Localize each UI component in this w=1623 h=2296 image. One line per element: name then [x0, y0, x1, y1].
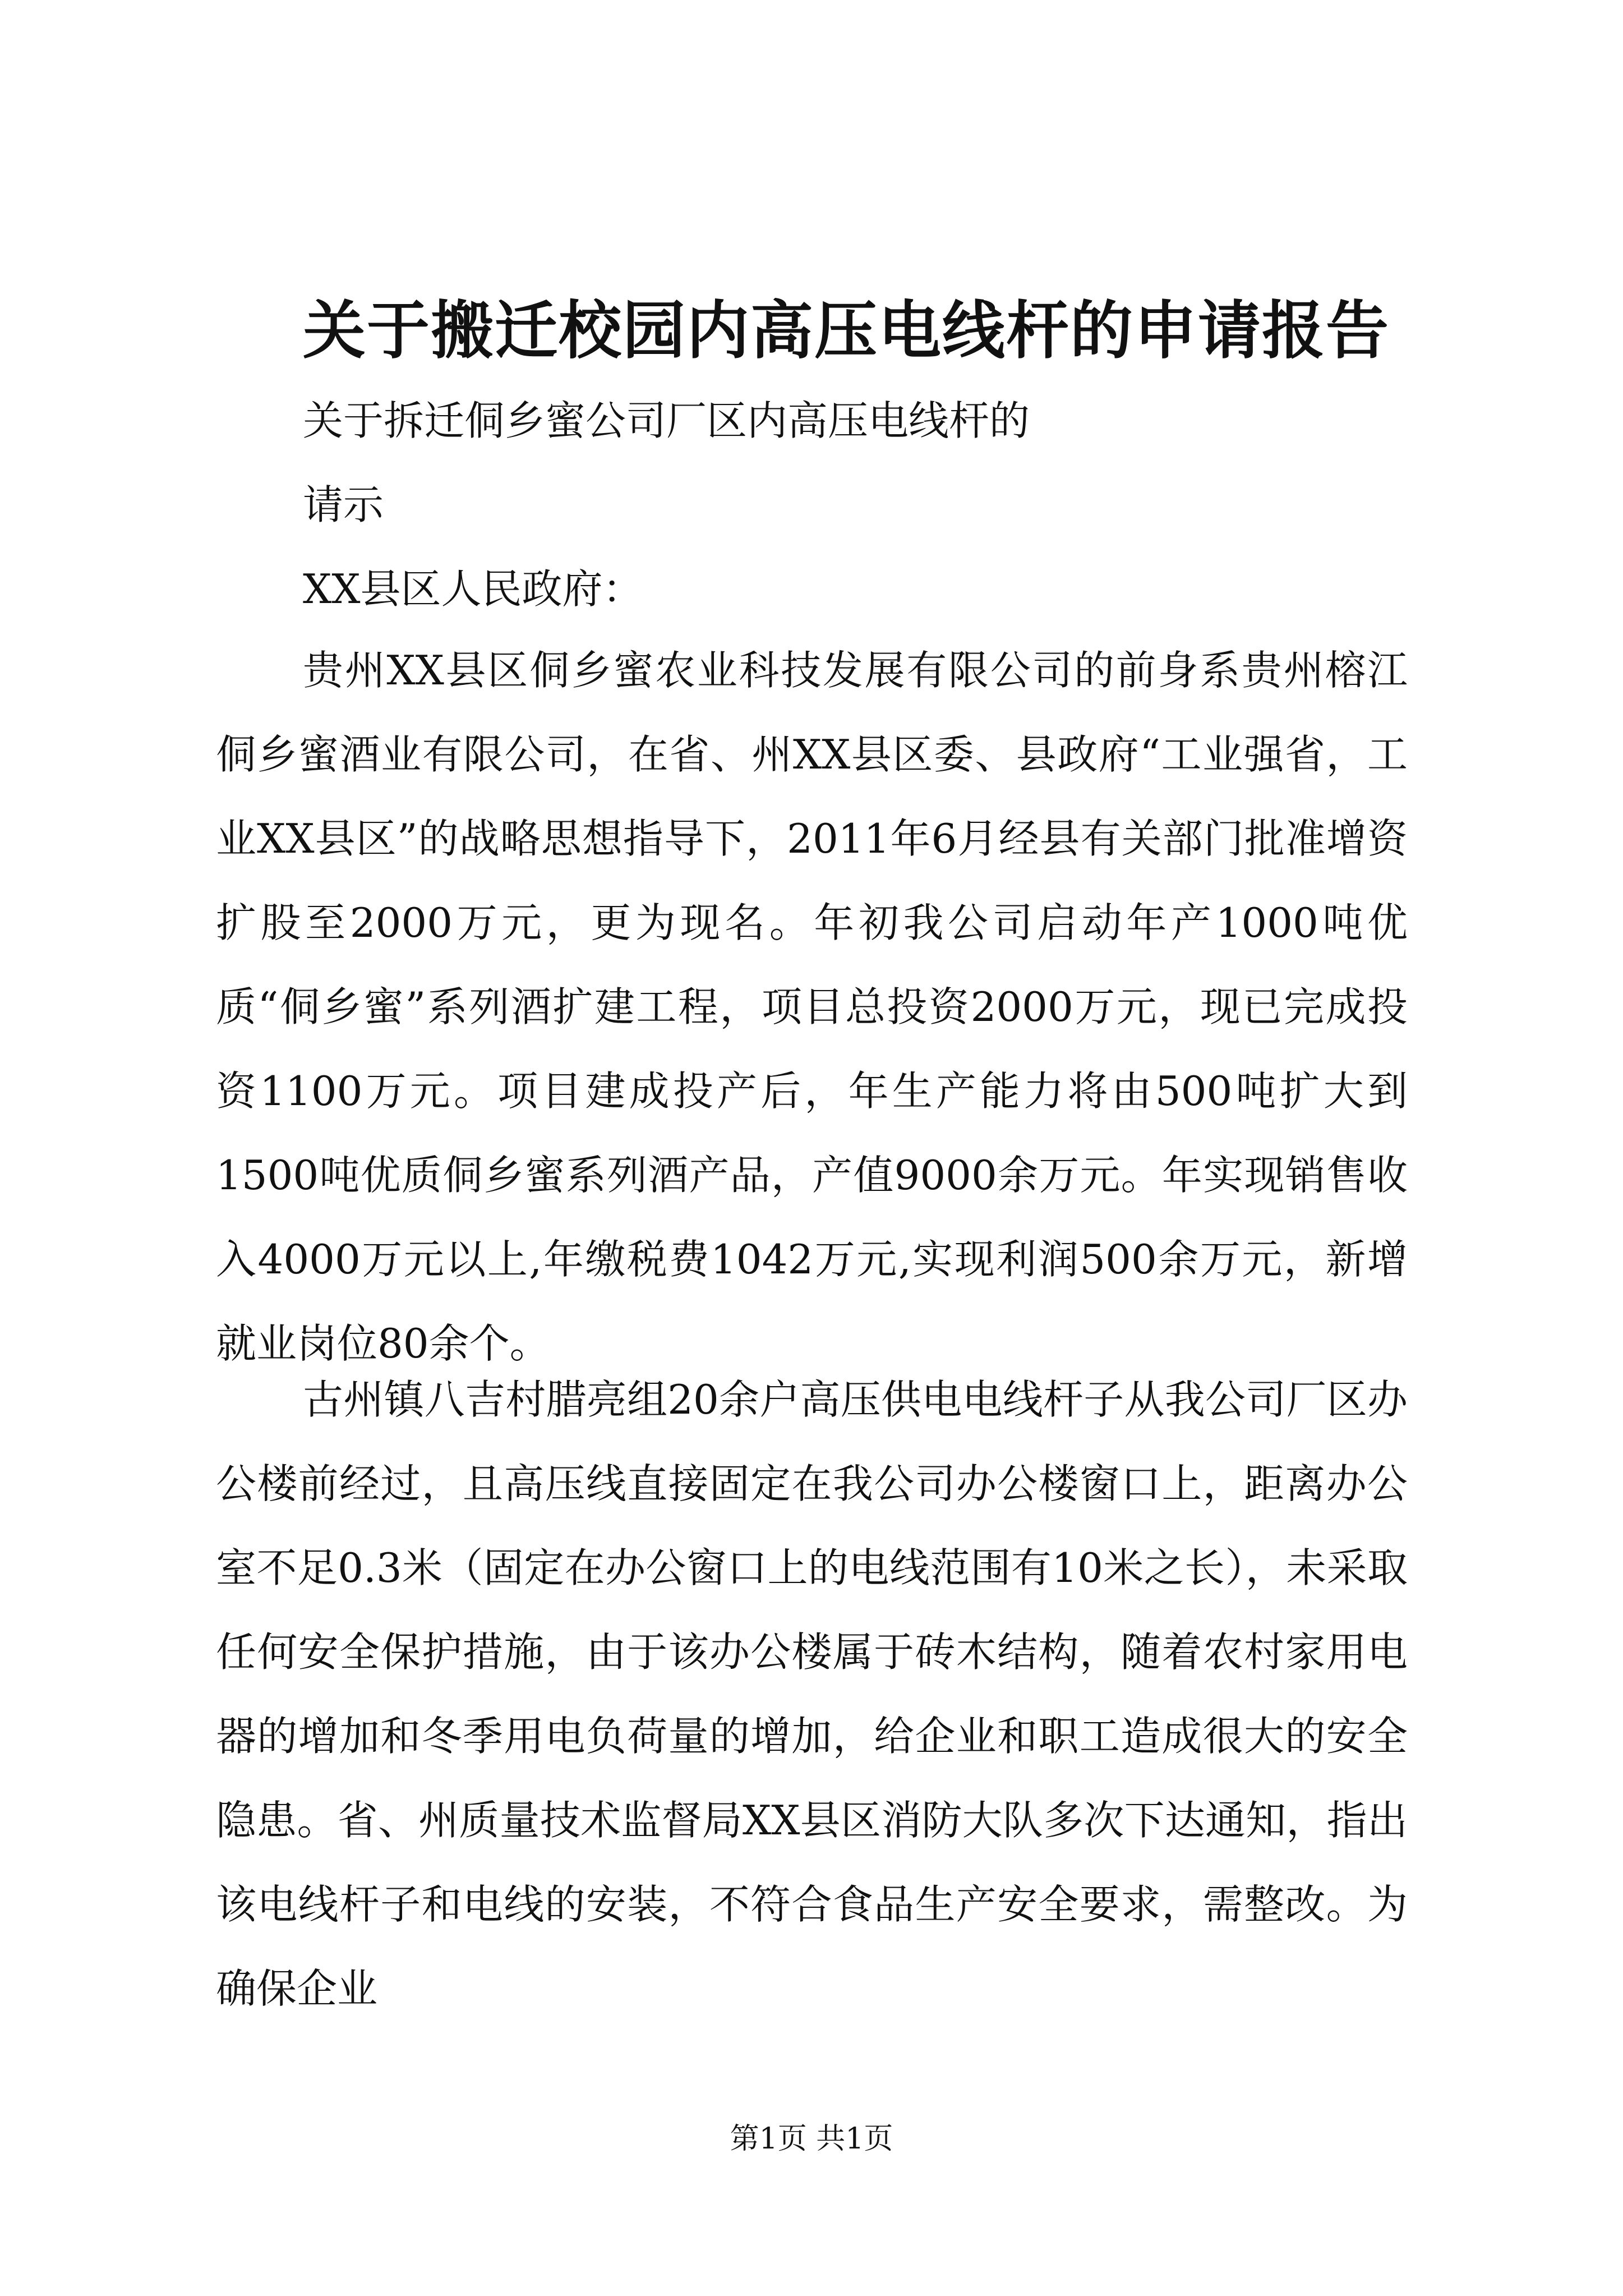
subtitle-line-2: 请示	[303, 481, 384, 528]
page-footer: 第1页 共1页	[730, 2122, 893, 2156]
body-paragraph-2: 古州镇八吉村腊亮组20余户高压供电电线杆子从我公司厂区办公楼前经过，且高压线直接固定在我公司办公楼窗口上，距离办公室不足0.3米（固定在办公窗口上的电线范围有10米之长），未采取任何安全保护措施，由于该办公楼属于砖木结构，随着农村家用电器的增加和冬季用电负荷量的增加，给企业和职工造成很大的安全隐患。省、州质量技术监督局XX县区消防大队多次下达通知，指出该电线杆子和电线的安装，不符合食品生产安全要求，需整改。为确保企业	[216, 1376, 1408, 2012]
document-title: 关于搬迁校园内高压电线杆的申请报告	[303, 294, 1390, 367]
body-paragraph-1: 贵州XX县区侗乡蜜农业科技发展有限公司的前身系贵州榕江侗乡蜜酒业有限公司，在省、州XX县区委、县政府“工业强省，工业XX县区”的战略思想指导下，2011年6月经县有关部门批准增资扩股至2000万元，更为现名。年初我公司启动年产1000吨优质“侗乡蜜”系列酒扩建工程，项目总投资2000万元，现已完成投资1100万元。项目建成投产后，年生产能力将由500吨扩大到1500吨优质侗乡蜜系列酒产品，产值9000余万元。年实现销售收入4000万元以上,年缴税费1042万元,实现利润500余万元，新增就业岗位80余个。	[216, 647, 1408, 1367]
subtitle-line-1: 关于拆迁侗乡蜜公司厂区内高压电线杆的	[303, 397, 1030, 444]
addressee: XX县区人民政府：	[303, 565, 643, 613]
